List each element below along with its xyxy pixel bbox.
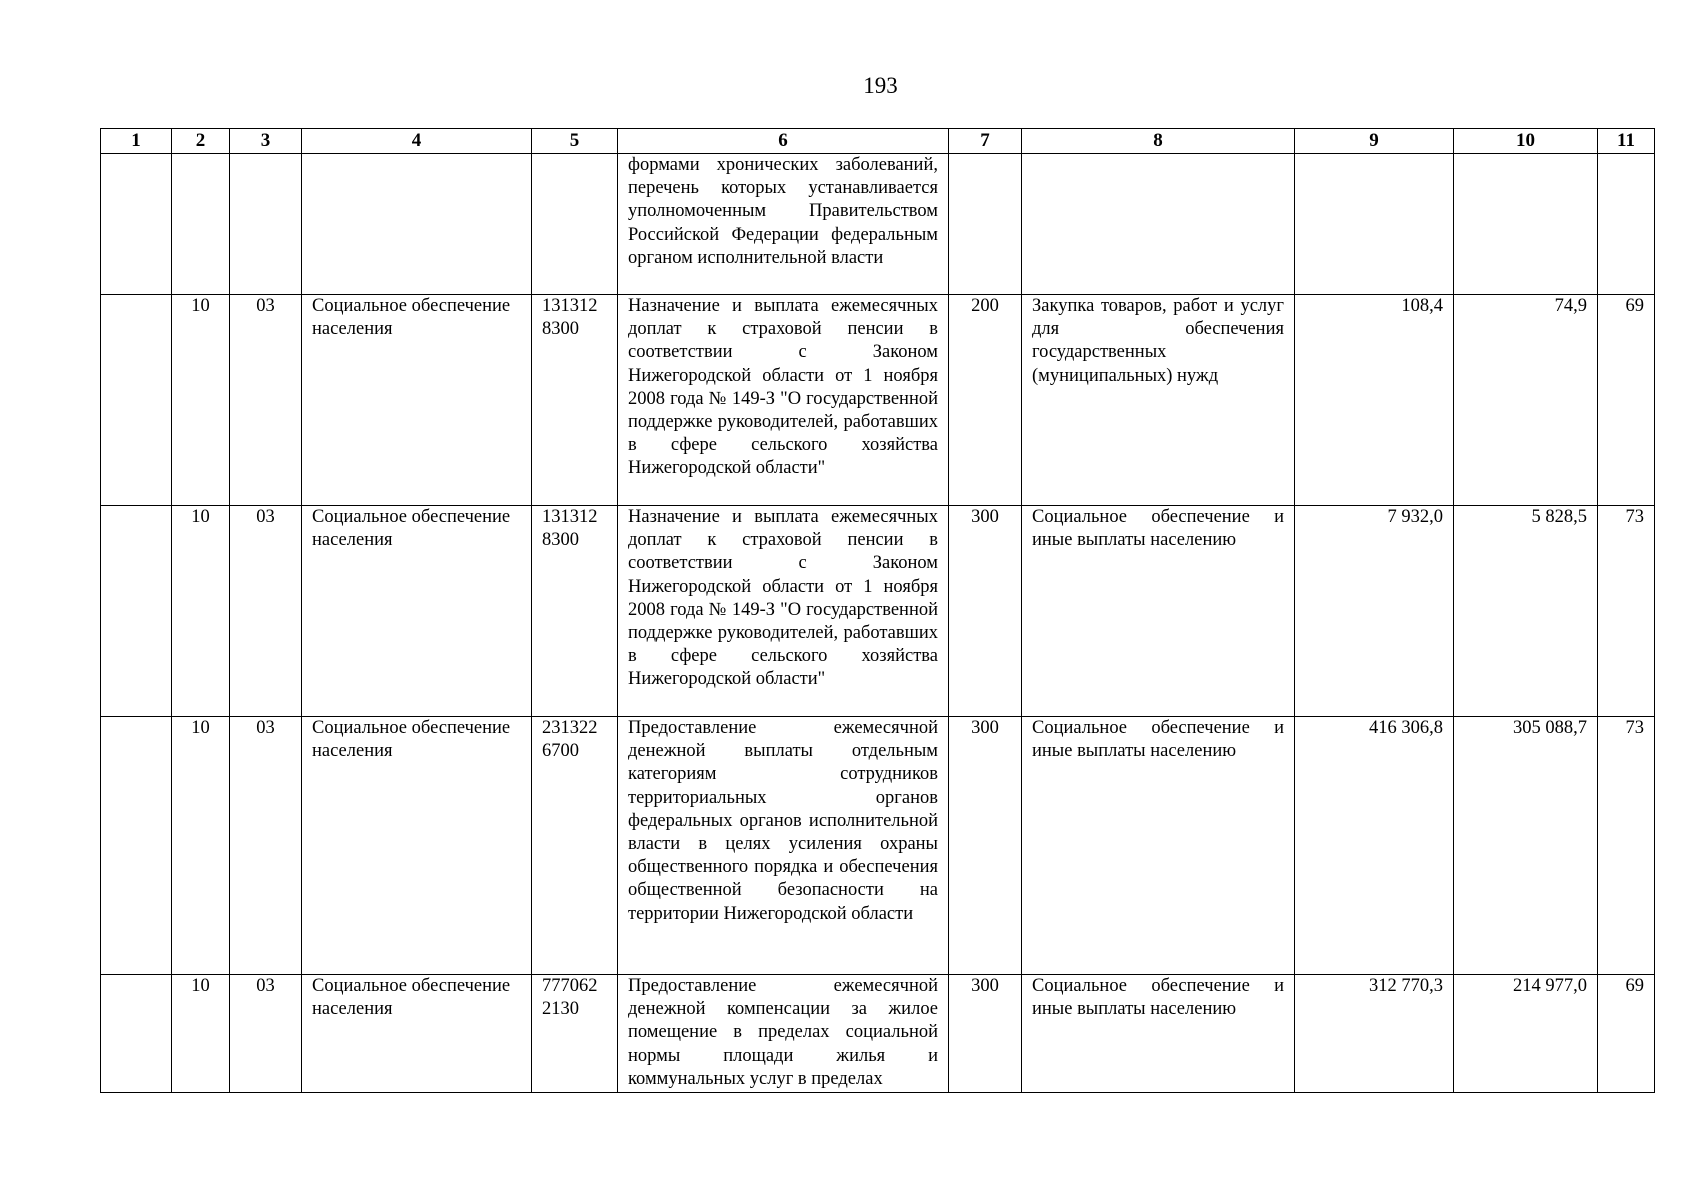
- budget-table: [100, 128, 1655, 1093]
- cell-amount-col9: 416 306,8: [1295, 717, 1454, 975]
- cell-subsection: 03: [230, 717, 302, 975]
- cell-expense-type-name: Закупка товаров, работ и услуг для обеспечения государственных (муниципальных) нужд: [1022, 295, 1295, 506]
- cell-expense-type: 300: [949, 717, 1022, 975]
- cell-section: 10: [172, 506, 230, 717]
- cell-expense-type: 300: [949, 975, 1022, 1093]
- cell-col1: [101, 154, 172, 295]
- cell-subsection: 03: [230, 295, 302, 506]
- column-header-10: 10: [1454, 129, 1598, 154]
- cell-amount-col10: 74,9: [1454, 295, 1598, 506]
- cell-target-article: 131312 8300: [532, 295, 618, 506]
- table-row: [101, 506, 1655, 717]
- column-header-7: 7: [949, 129, 1022, 154]
- cell-target-article-name: Назначение и выплата ежемесячных доплат к страховой пенсии в соответствии с Законом Нижегородской области от 1 ноября 2008 года № 149-З "О государственной поддержке руководителей, работавших в сфере сельского хозяйства Нижегородской области": [618, 506, 949, 717]
- cell-col11: 69: [1598, 975, 1655, 1093]
- cell-amount-col10: 5 828,5: [1454, 506, 1598, 717]
- cell-amount-col9: 7 932,0: [1295, 506, 1454, 717]
- page-number: 193: [863, 73, 898, 98]
- cell-expense-type: 200: [949, 295, 1022, 506]
- cell-section: 10: [172, 295, 230, 506]
- cell-target-article-name: формами хронических заболеваний, перечень которых устанавливается уполномоченным Правительством Российской Федерации федеральным органом исполнительной власти: [618, 154, 949, 295]
- cell-amount-col9: 312 770,3: [1295, 975, 1454, 1093]
- cell-expense-type: 300: [949, 506, 1022, 717]
- cell-target-article: 231322 6700: [532, 717, 618, 975]
- cell-subsection-name: Социальное обеспечение населения: [302, 717, 532, 975]
- cell-col1: [101, 295, 172, 506]
- cell-target-article: 777062 2130: [532, 975, 618, 1093]
- cell-amount-col9: 108,4: [1295, 295, 1454, 506]
- column-header-9: 9: [1295, 129, 1454, 154]
- cell-subsection-name: Социальное обеспечение населения: [302, 295, 532, 506]
- cell-expense-type: [949, 154, 1022, 295]
- cell-expense-type-name: [1022, 154, 1295, 295]
- cell-subsection: 03: [230, 975, 302, 1093]
- cell-amount-col10: 305 088,7: [1454, 717, 1598, 975]
- cell-col11: 69: [1598, 295, 1655, 506]
- table-row: [101, 975, 1655, 1093]
- cell-amount-col10: [1454, 154, 1598, 295]
- cell-expense-type-name: Социальное обеспечение и иные выплаты населению: [1022, 717, 1295, 975]
- cell-col11: 73: [1598, 717, 1655, 975]
- cell-subsection: 03: [230, 506, 302, 717]
- column-header-1: 1: [101, 129, 172, 154]
- cell-target-article: [532, 154, 618, 295]
- cell-expense-type-name: Социальное обеспечение и иные выплаты населению: [1022, 506, 1295, 717]
- cell-amount-col10: 214 977,0: [1454, 975, 1598, 1093]
- cell-col1: [101, 975, 172, 1093]
- cell-target-article-name: Предоставление ежемесячной денежной выплаты отдельным категориям сотрудников территориальных органов федеральных органов исполнительной власти в целях усиления охраны общественного порядка и обеспечения общественной безопасности на территории Нижегородской области: [618, 717, 949, 975]
- cell-target-article: 131312 8300: [532, 506, 618, 717]
- cell-col1: [101, 506, 172, 717]
- cell-subsection-name: Социальное обеспечение населения: [302, 506, 532, 717]
- cell-section: 10: [172, 975, 230, 1093]
- cell-col1: [101, 717, 172, 975]
- column-header-5: 5: [532, 129, 618, 154]
- column-header-2: 2: [172, 129, 230, 154]
- column-header-3: 3: [230, 129, 302, 154]
- table-row: [101, 717, 1655, 975]
- table-row: [101, 295, 1655, 506]
- cell-amount-col9: [1295, 154, 1454, 295]
- column-header-6: 6: [618, 129, 949, 154]
- cell-col11: [1598, 154, 1655, 295]
- cell-target-article-name: Предоставление ежемесячной денежной компенсации за жилое помещение в пределах социальной нормы площади жилья и коммунальных услуг в пределах: [618, 975, 949, 1093]
- column-header-8: 8: [1022, 129, 1295, 154]
- cell-subsection-name: Социальное обеспечение населения: [302, 975, 532, 1093]
- cell-section: [172, 154, 230, 295]
- table-row: [101, 154, 1655, 295]
- cell-subsection: [230, 154, 302, 295]
- cell-subsection-name: [302, 154, 532, 295]
- cell-section: 10: [172, 717, 230, 975]
- cell-target-article-name: Назначение и выплата ежемесячных доплат к страховой пенсии в соответствии с Законом Нижегородской области от 1 ноября 2008 года № 149-З "О государственной поддержке руководителей, работавших в сфере сельского хозяйства Нижегородской области": [618, 295, 949, 506]
- column-header-11: 11: [1598, 129, 1655, 154]
- cell-expense-type-name: Социальное обеспечение и иные выплаты населению: [1022, 975, 1295, 1093]
- header-row: [101, 129, 1655, 154]
- cell-col11: 73: [1598, 506, 1655, 717]
- column-header-4: 4: [302, 129, 532, 154]
